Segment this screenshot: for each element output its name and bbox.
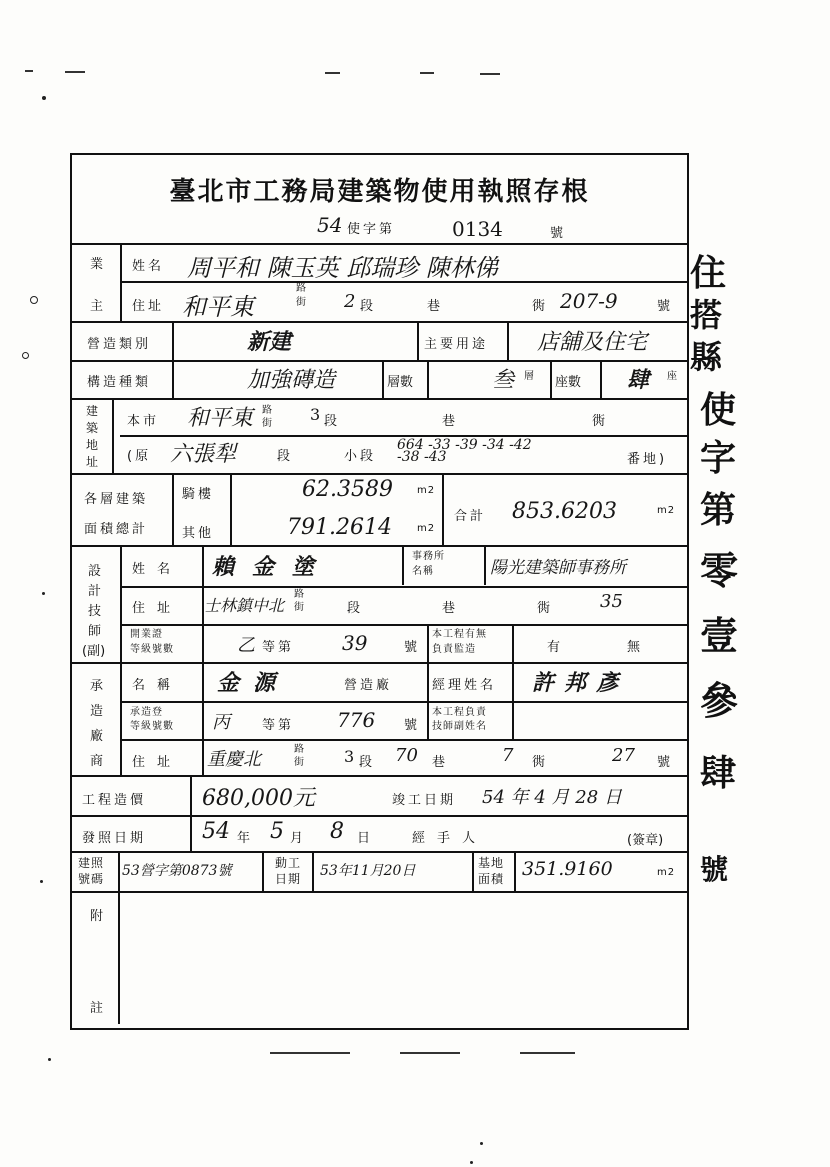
permit-no-label: 建照 [78, 856, 105, 870]
cost-label: 工程造價 [82, 793, 147, 808]
owner-number-label: 號 [657, 299, 674, 314]
site-group-char: 址 [86, 455, 102, 469]
construction-type-label: 營造類別 [87, 337, 152, 352]
designer-group-char: (副) [82, 644, 106, 659]
designer-office-label: 事務所 [412, 551, 445, 562]
site-city-label: 本市 [127, 414, 160, 429]
rule [72, 545, 687, 547]
construction-structure-label: 構造種類 [87, 375, 152, 390]
area-group-label: 面積總計 [84, 522, 149, 537]
designer-license-grade: 乙 [237, 635, 255, 656]
contractor-reg-grade: 丙 [212, 712, 230, 733]
construction-type-value: 新建 [247, 329, 292, 355]
rule [120, 243, 122, 321]
designer-license-label: 等級號數 [130, 644, 174, 655]
completion-value: 54 年 4 月 28 日 [482, 787, 622, 808]
contractor-group-char: 商 [90, 754, 107, 769]
owner-street-mark: 街 [296, 297, 307, 308]
permit-no-label: 號碼 [78, 872, 105, 886]
designer-supervise-label: 負責監造 [432, 644, 476, 655]
designer-address-label: 住址 [132, 601, 183, 616]
designer-road-mark: 路 [294, 589, 305, 600]
site-area-label: 基地 [478, 856, 505, 870]
rule [427, 360, 429, 398]
permit-prefix: 使字第 [347, 222, 396, 237]
rule [402, 545, 404, 585]
start-date-label: 動工 [275, 856, 302, 870]
site-group-char: 地 [86, 438, 102, 452]
designer-name-value: 賴金塗 [212, 554, 333, 580]
rule [484, 545, 486, 585]
permit-suffix: 號 [550, 226, 567, 241]
owner-section-value: 2 [344, 291, 356, 312]
scan-mark [270, 1052, 350, 1054]
contractor-alley-value: 7 [502, 745, 514, 766]
scan-mark [520, 1052, 575, 1054]
contractor-manager-label: 經理姓名 [432, 678, 497, 693]
contractor-group-char: 承 [90, 679, 107, 694]
issue-day-label: 日 [357, 831, 374, 846]
contractor-lane-value: 70 [395, 745, 418, 766]
designer-license-no-label: 號 [404, 640, 421, 655]
site-section-label: 段 [324, 414, 341, 429]
scan-mark [325, 72, 340, 74]
site-area-value: 351.9160 [522, 858, 613, 880]
rule [72, 243, 687, 245]
rule [427, 662, 429, 739]
site-road-label: 路 [262, 405, 273, 416]
handler-label: 經手人 [412, 831, 488, 846]
designer-supervise-have: 有 [547, 640, 564, 655]
area-total-value: 853.6203 [512, 499, 617, 524]
rule [512, 662, 514, 739]
contractor-reg-no: 776 [337, 708, 376, 732]
designer-supervise-none: 無 [627, 640, 644, 655]
issue-day: 8 [330, 819, 344, 844]
remarks-label: 附 [90, 909, 107, 924]
scan-mark [25, 70, 33, 72]
designer-address-value: 士林鎮中北 [204, 596, 285, 615]
scan-mark [480, 73, 500, 75]
construction-floors-unit: 層 [524, 371, 535, 382]
cost-value: 680,000元 [202, 786, 315, 811]
margin-char: 住 [690, 252, 727, 294]
form-title: 臺北市工務局建築物使用執照存根 [169, 177, 590, 207]
site-group-char: 築 [86, 421, 102, 435]
contractor-lane-label: 巷 [432, 755, 449, 770]
rule [120, 545, 122, 662]
area-other-value: 791.2614 [287, 515, 392, 540]
site-street-label: 街 [262, 418, 273, 429]
margin-char: 第 [700, 489, 737, 531]
site-small-section: 小段 [344, 449, 377, 464]
margin-char: 肆 [700, 752, 737, 794]
rule [202, 545, 204, 775]
rule [172, 473, 174, 545]
contractor-section-label: 段 [359, 755, 376, 770]
rule [600, 360, 602, 398]
scan-speck [42, 592, 45, 595]
permit-number: 0134 [452, 217, 503, 241]
contractor-address-value: 重慶北 [207, 749, 261, 770]
contractor-road-mark: 路 [294, 744, 305, 755]
rule [512, 624, 514, 663]
issue-year-label: 年 [237, 831, 254, 846]
designer-license-grade-label: 等第 [262, 640, 295, 655]
designer-office-value: 陽光建築師事務所 [490, 558, 626, 578]
scan-speck [480, 1142, 483, 1145]
rule [550, 360, 552, 398]
margin-char: 字 [700, 437, 737, 479]
contractor-engineer-label: 技師副姓名 [432, 721, 487, 732]
area-total-unit: m2 [657, 505, 676, 516]
contractor-reg-grade-label: 等第 [262, 718, 295, 733]
rule [262, 851, 264, 891]
designer-supervise-label: 本工程有無 [432, 629, 487, 640]
rule [72, 851, 687, 853]
contractor-manager-value: 許邦彥 [532, 670, 629, 696]
designer-office-label: 名稱 [412, 566, 434, 577]
remarks-label: 註 [90, 1001, 107, 1016]
rule [120, 586, 687, 588]
site-old-open: (原 [127, 449, 152, 464]
rule [112, 398, 114, 473]
scan-mark [400, 1052, 460, 1054]
contractor-name-value: 金源 [217, 670, 290, 696]
rule [312, 851, 314, 891]
site-alley-label: 衖 [592, 414, 609, 429]
owner-road-mark: 路 [296, 283, 307, 294]
rule [507, 321, 509, 360]
designer-name-label: 姓名 [132, 562, 183, 577]
scan-mark [65, 71, 85, 73]
site-lot-label: 番地) [627, 452, 668, 467]
site-old-duan: 段 [277, 449, 294, 464]
rule [120, 739, 687, 741]
permit-no-value: 53營字第0873號 [122, 863, 232, 879]
designer-section-label: 段 [347, 601, 364, 616]
margin-char: 號 [700, 853, 729, 886]
permit-stub-form [70, 153, 689, 1030]
owner-alley-label: 衖 [532, 299, 549, 314]
rule [472, 851, 474, 891]
rule [427, 624, 429, 663]
area-other-unit: m2 [417, 523, 436, 534]
construction-use-value: 店舖及住宅 [537, 330, 648, 355]
owner-address-label: 住址 [132, 299, 165, 314]
rule [120, 701, 687, 703]
designer-number-value: 35 [600, 591, 623, 612]
margin-char: 縣 [690, 338, 723, 376]
contractor-name-label: 名稱 [132, 678, 183, 693]
margin-char: 零 [700, 548, 739, 593]
construction-structure-value: 加強磚造 [247, 368, 336, 393]
owner-name-value: 周平和 陳玉英 邱瑞珍 陳林俤 [187, 254, 498, 282]
area-arcade-label: 騎樓 [182, 487, 215, 502]
rule [72, 473, 687, 475]
designer-lane-label: 巷 [442, 601, 459, 616]
start-date-label: 日期 [275, 872, 302, 886]
completion-label: 竣工日期 [392, 793, 457, 808]
contractor-reg-label: 等級號數 [130, 721, 174, 732]
construction-floors-label: 層數 [387, 375, 414, 390]
start-date-value: 53年11月20日 [320, 863, 416, 879]
area-other-label: 其他 [182, 526, 215, 541]
rule [417, 321, 419, 360]
margin-char: 使 [700, 389, 737, 431]
permit-year: 54 [317, 213, 343, 237]
designer-license-label: 開業證 [130, 629, 163, 640]
contractor-address-label: 住址 [132, 755, 183, 770]
contractor-reg-label: 承造登 [130, 707, 163, 718]
designer-group-char: 設 [88, 564, 105, 579]
rule [442, 473, 444, 545]
site-lane-label: 巷 [442, 414, 459, 429]
rule [382, 360, 384, 398]
site-road-value: 和平東 [187, 406, 254, 431]
issue-year: 54 [202, 819, 230, 844]
contractor-engineer-label: 本工程負責 [432, 707, 487, 718]
designer-alley-label: 衖 [537, 601, 554, 616]
rule [72, 815, 687, 817]
construction-buildings-value: 肆 [627, 367, 650, 393]
owner-lane-label: 巷 [427, 299, 444, 314]
construction-floors-value: 叁 [492, 368, 515, 393]
issue-month-label: 月 [290, 831, 307, 846]
designer-group-char: 計 [88, 584, 105, 599]
site-lot-numbers: 664 -33 -39 -34 -42 -38 -43 [397, 437, 532, 465]
scan-speck [470, 1161, 473, 1164]
contractor-group-char: 廠 [90, 729, 107, 744]
rule [72, 891, 687, 893]
construction-use-label: 主要用途 [424, 337, 489, 352]
site-old-name: 六張犁 [170, 442, 237, 467]
contractor-alley-label: 衖 [532, 755, 549, 770]
rule [72, 360, 687, 362]
rule [118, 891, 120, 1024]
owner-section-label: 段 [360, 299, 377, 314]
site-section-value: 3 [310, 405, 321, 424]
designer-street-mark: 街 [294, 602, 305, 613]
rule [72, 775, 687, 777]
contractor-reg-no-label: 號 [404, 718, 421, 733]
rule [120, 662, 122, 775]
contractor-number-label: 號 [657, 755, 674, 770]
contractor-street-mark: 街 [294, 757, 305, 768]
scan-speck [48, 1058, 51, 1061]
contractor-number-value: 27 [612, 745, 635, 766]
construction-buildings-label: 座數 [555, 375, 582, 390]
scan-speck [42, 96, 46, 100]
construction-buildings-unit: 座 [667, 371, 678, 382]
sign-label: (簽章) [627, 833, 664, 848]
designer-group-char: 技 [88, 604, 105, 619]
scan-speck [30, 296, 38, 304]
rule [120, 624, 687, 626]
designer-license-no: 39 [342, 631, 368, 655]
margin-char: 搭 [690, 296, 723, 334]
owner-address-road: 和平東 [182, 293, 254, 321]
owner-group-char: 主 [90, 299, 107, 314]
site-area-label: 面積 [478, 872, 505, 886]
owner-number-value: 207-9 [560, 289, 618, 313]
site-group-char: 建 [86, 404, 102, 418]
scan-speck [40, 880, 43, 883]
rule [230, 473, 232, 545]
area-arcade-unit: m2 [417, 485, 436, 496]
issue-month: 5 [270, 819, 284, 844]
rule [118, 851, 120, 891]
area-total-label: 合計 [454, 509, 487, 524]
owner-name-label: 姓名 [132, 259, 165, 274]
rule [190, 775, 192, 851]
scan-mark [420, 72, 434, 74]
rule [72, 662, 687, 664]
rule [72, 321, 687, 323]
margin-char: 參 [700, 678, 739, 723]
contractor-section-value: 3 [344, 747, 355, 766]
issue-date-label: 發照日期 [82, 831, 147, 846]
owner-group-char: 業 [90, 257, 107, 272]
contractor-factory-label: 營造廠 [344, 678, 393, 693]
rule [514, 851, 516, 891]
rule [72, 398, 687, 400]
contractor-group-char: 造 [90, 704, 107, 719]
margin-char: 壹 [700, 613, 739, 658]
rule [172, 321, 174, 398]
area-arcade-value: 62.3589 [302, 477, 393, 502]
site-area-unit: m2 [657, 867, 676, 878]
scan-speck [22, 352, 29, 359]
area-group-label: 各層建築 [84, 492, 149, 507]
designer-group-char: 師 [88, 624, 105, 639]
